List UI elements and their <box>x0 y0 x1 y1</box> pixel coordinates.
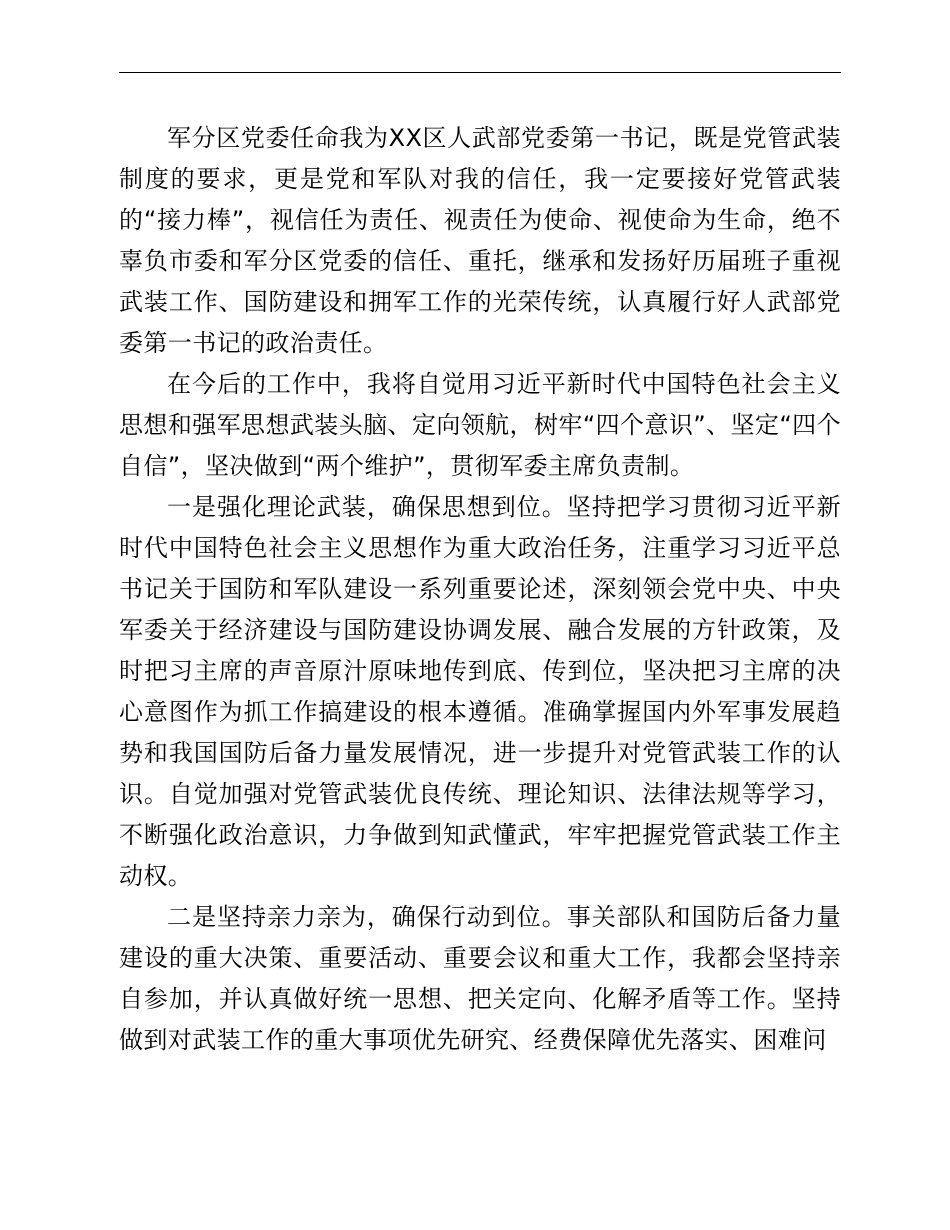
paragraph-action: 二是坚持亲力亲为，确保行动到位。事关部队和国防后备力量建设的重大决策、重要活动、重要会议和重大工作，我都会坚持亲自参加，并认真做好统一思想、把关定向、化解矛盾等工作。坚持做到对武装工作的重大事项优先研究、经费保障优先落实、困难问 <box>119 903 841 1054</box>
document-body <box>119 118 841 1061</box>
paragraph-commitment: 在今后的工作中，我将自觉用习近平新时代中国特色社会主义思想和强军思想武装头脑、定向领航，树牢“四个意识”、坚定“四个自信”，坚决做到“两个维护”，贯彻军委主席负责制。 <box>119 370 841 480</box>
paragraph-appointment: 军分区党委任命我为XX区人武部党委第一书记，既是党管武装制度的要求，更是党和军队对我的信任，我一定要接好党管武装的“接力棒”，视信任为责任、视责任为使命、视使命为生命，绝不辜负市委和军分区党委的信任、重托，继承和发扬好历届班子重视武装工作、国防建设和拥军工作的光荣传统，认真履行好人武部党委第一书记的政治责任。 <box>119 124 841 357</box>
header-rule <box>119 72 841 73</box>
paragraph-theory: 一是强化理论武装，确保思想到位。坚持把学习贯彻习近平新时代中国特色社会主义思想作为重大政治任务，注重学习习近平总书记关于国防和军队建设一系列重要论述，深刻领会党中央、中央军委关于经济建设与国防建设协调发展、融合发展的方针政策，及时把习主席的声音原汁原味地传到底、传到位，坚决把习主席的决心意图作为抓工作搞建设的根本遵循。准确掌握国内外军事发展趋势和我国国防后备力量发展情况，进一步提升对党管武装工作的认识。自觉加强对党管武装优良传统、理论知识、法律法规等学习，不断强化政治意识，力争做到知武懂武，牢牢把握党管武装工作主动权。 <box>119 493 841 890</box>
